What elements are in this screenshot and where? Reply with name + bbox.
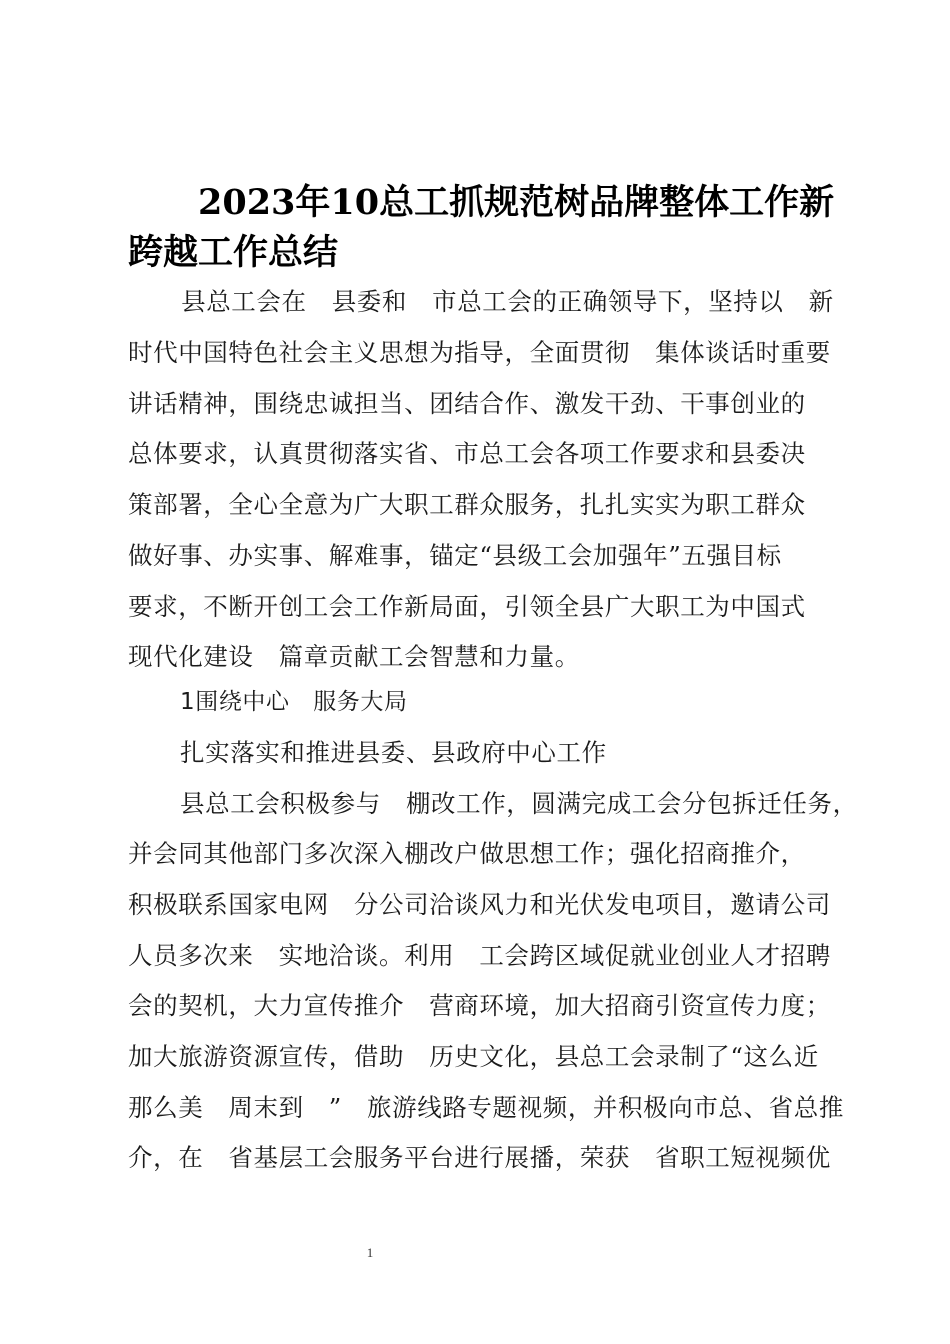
body-line: 人员多次来 实地洽谈。利用 工会跨区域促就业创业人才招聘 bbox=[128, 941, 831, 970]
section-heading: 1围绕中心 服务大局 bbox=[180, 689, 408, 715]
body-line: 时代中国特色社会主义思想为指导，全面贯彻 集体谈话时重要 bbox=[128, 338, 831, 367]
body-line: 县总工会在 县委和 市总工会的正确领导下，坚持以 新 bbox=[156, 287, 834, 316]
body-line: 县总工会积极参与 棚改工作，圆满完成工会分包拆迁任务， bbox=[180, 789, 858, 818]
body-line: 做好事、办实事、解难事，锚定“县级工会加强年”五强目标 bbox=[128, 541, 782, 570]
title-line-1: 2023年10总工抓规范树品牌整体工作新 bbox=[198, 182, 835, 223]
body-line: 加大旅游资源宣传，借助 历史文化，县总工会录制了“这么近 bbox=[128, 1042, 819, 1071]
body-line: 讲话精神，围绕忠诚担当、团结合作、激发干劲、干事创业的 bbox=[128, 389, 806, 418]
body-line: 介，在 省基层工会服务平台进行展播，荣获 省职工短视频优 bbox=[128, 1143, 831, 1172]
body-line: 并会同其他部门多次深入棚改户做思想工作；强化招商推介， bbox=[128, 839, 806, 868]
body-line: 会的契机，大力宣传推介 营商环境，加大招商引资宣传力度； bbox=[128, 991, 831, 1020]
body-line: 要求，不断开创工会工作新局面，引领全县广大职工为中国式 bbox=[128, 592, 806, 621]
body-line: 现代化建设 篇章贡献工会智慧和力量。 bbox=[128, 642, 580, 671]
body-line: 策部署，全心全意为广大职工群众服务，扎扎实实为职工群众 bbox=[128, 490, 806, 519]
body-line: 那么美 周末到 ” 旅游线路专题视频，并积极向市总、省总推 bbox=[128, 1093, 844, 1122]
title-line-2: 跨越工作总结 bbox=[128, 232, 339, 273]
body-line: 总体要求，认真贯彻落实省、市总工会各项工作要求和县委决 bbox=[128, 439, 806, 468]
subsection-heading: 扎实落实和推进县委、县政府中心工作 bbox=[180, 738, 607, 767]
document-title bbox=[128, 178, 848, 278]
page-number: 1 bbox=[366, 1245, 374, 1260]
body-line: 积极联系国家电网 分公司洽谈风力和光伏发电项目，邀请公司 bbox=[128, 890, 831, 919]
